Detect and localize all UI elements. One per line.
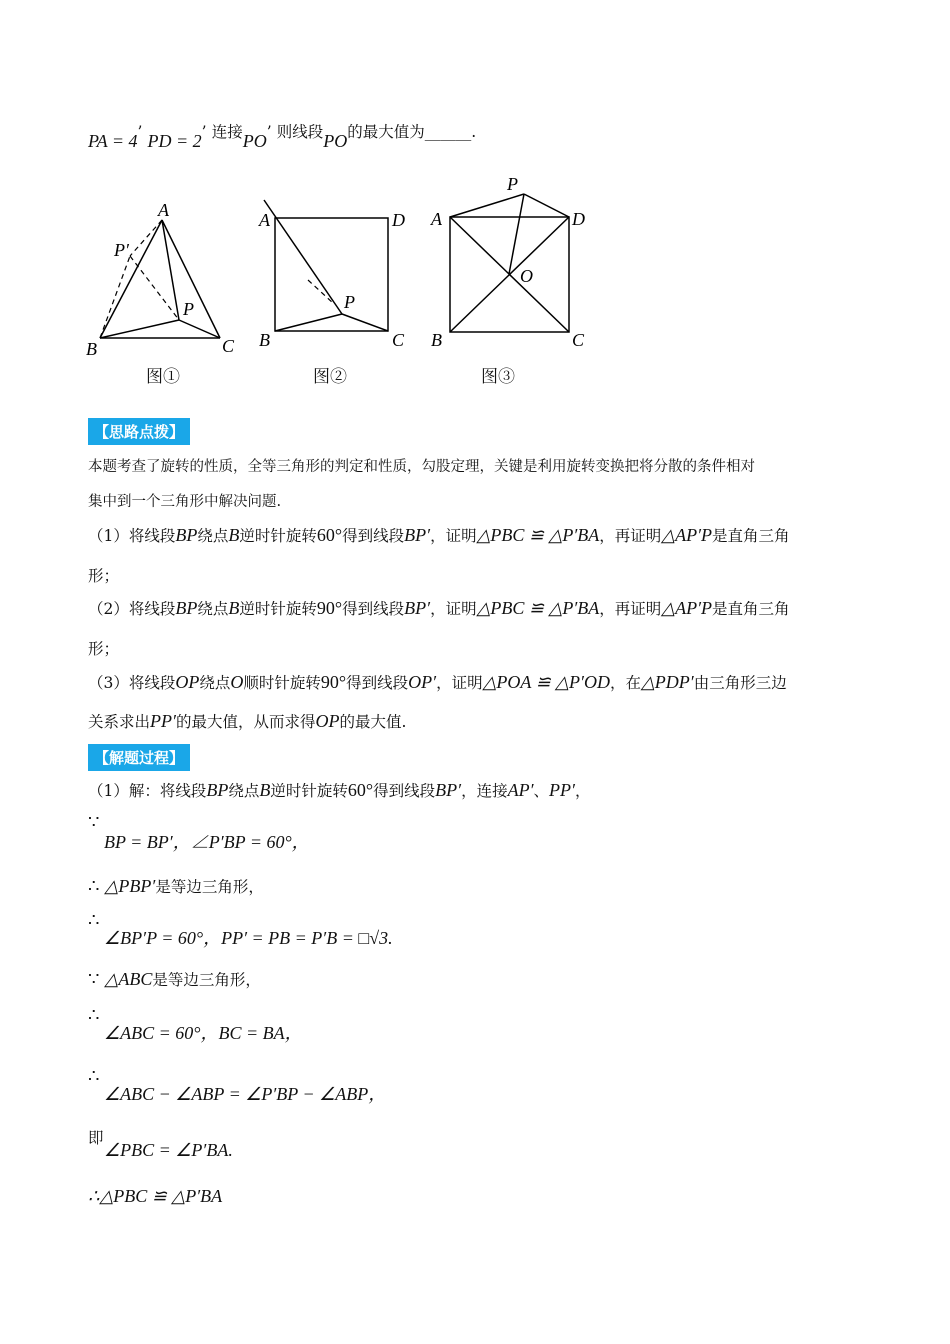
therefore-symbol-4: ∴ bbox=[88, 1066, 100, 1086]
sol-l1-connect: ，连接 bbox=[461, 782, 508, 800]
hint-s1-congruence: △PBC ≌ △P′BA bbox=[476, 525, 600, 545]
sol-l1-bp-prime: BP′ bbox=[435, 780, 462, 800]
fig1-label-a: A bbox=[158, 200, 169, 220]
hint-step-3-tail bbox=[88, 710, 890, 732]
sol-l1-b: B bbox=[259, 780, 271, 800]
fig2-label-b: B bbox=[259, 330, 270, 350]
hint-s3-prefix: （3）将线段 bbox=[88, 674, 176, 692]
hint-s3-triangle: △PDP′ bbox=[640, 672, 694, 692]
figure-2 bbox=[250, 170, 420, 360]
because-symbol-1: ∵ bbox=[88, 812, 100, 832]
hint-s1-right: 是直角三角 bbox=[712, 527, 790, 545]
hint-s3-o: O bbox=[230, 672, 244, 692]
hint-intro-1: 本题考查了旋转的性质，全等三角形的判定和性质，勾股定理，关键是利用旋转变换把将分散的条件相对 bbox=[88, 459, 755, 475]
hint-s2-triangle: △AP′P bbox=[661, 598, 713, 618]
fig2-seg-pc bbox=[342, 314, 388, 331]
fig3-label-b: B bbox=[431, 330, 442, 350]
fig1-edge-ab bbox=[100, 220, 162, 338]
sol-l1-ap-prime: AP′ bbox=[507, 780, 534, 800]
hint-s2-rot: 逆时针旋转 bbox=[239, 600, 317, 618]
hint-s3-prove: ，证明 bbox=[436, 674, 483, 692]
answer-blank: ______. bbox=[424, 123, 477, 141]
hint-s3-op-prime: OP′ bbox=[408, 672, 437, 692]
fig3-seg-pa bbox=[450, 194, 524, 217]
hint-s3-end: 的最大值. bbox=[339, 713, 407, 731]
solution-line-1 bbox=[88, 779, 890, 801]
hint-s1-rot: 逆时针旋转 bbox=[239, 527, 317, 545]
figure-1 bbox=[80, 170, 250, 360]
hint-intro-2: 集中到一个三角形中解决问题. bbox=[88, 494, 282, 510]
hint-s3-op: OP bbox=[175, 672, 200, 692]
hint-step-1-tail: 形； bbox=[88, 567, 120, 585]
sol-l1-prefix: （1）解：将线段 bbox=[88, 782, 207, 800]
sol-l3-triangle: △PBP′ bbox=[104, 876, 156, 896]
fig3-seg-pd bbox=[524, 194, 569, 217]
po-expr-2: PO bbox=[323, 131, 348, 151]
fig1-label-p-prime: P′ bbox=[114, 240, 129, 260]
fig1-edge-ac bbox=[162, 220, 220, 338]
caption-figure-3: 图③ bbox=[481, 367, 515, 387]
therefore-symbol-3: ∴ bbox=[88, 1005, 100, 1025]
hint-s2-around: 绕点 bbox=[197, 600, 229, 618]
fig1-seg-pa bbox=[162, 220, 179, 320]
hint-s1-angle: 60° bbox=[316, 525, 343, 545]
because-symbol-2: ∵ bbox=[88, 969, 100, 989]
sol-l5-text: 是等边三角形， bbox=[152, 971, 261, 989]
sol-l8-ie: 即 bbox=[88, 1129, 104, 1147]
fig2-label-d: D bbox=[392, 210, 405, 230]
hint-s3-op-final: OP bbox=[315, 711, 340, 731]
pd-expr: PD = 2 bbox=[147, 131, 202, 151]
ask-text: 的最大值为 bbox=[347, 123, 425, 141]
fig2-square bbox=[275, 218, 388, 331]
hint-step-2 bbox=[88, 597, 890, 619]
hint-s3-find: 关系求出 bbox=[88, 713, 151, 731]
hint-step-2-tail: 形； bbox=[88, 640, 120, 658]
hint-s3-in: ，在 bbox=[609, 674, 641, 692]
sol-l6-expr: ∠ABC = 60°，BC = BA， bbox=[104, 1023, 303, 1043]
solution-tag: 【解题过程】 bbox=[88, 744, 190, 771]
sol-l1-get: 得到线段 bbox=[373, 782, 436, 800]
fig3-label-o: O bbox=[520, 266, 533, 286]
hint-s2-b: B bbox=[228, 598, 240, 618]
fig1-dash-bp-prime bbox=[100, 256, 130, 338]
pa-expr: PA = 4 bbox=[88, 131, 138, 151]
hint-s2-right: 是直角三角 bbox=[712, 600, 790, 618]
fig2-label-c: C bbox=[392, 330, 405, 350]
therefore-symbol-2: ∴ bbox=[88, 910, 100, 930]
fig2-seg-pb bbox=[275, 314, 342, 331]
hint-s1-reprove: ，再证明 bbox=[599, 527, 662, 545]
fig1-label-p: P bbox=[183, 299, 194, 319]
fig1-dash-pp-prime bbox=[130, 256, 179, 320]
sol-l3-text: 是等边三角形， bbox=[155, 878, 264, 896]
sol-l1-angle: 60° bbox=[347, 780, 374, 800]
sol-l1-bp: BP bbox=[206, 780, 229, 800]
fig3-label-d: D bbox=[572, 209, 585, 229]
hint-s1-prove: ，证明 bbox=[430, 527, 477, 545]
hint-s2-angle: 90° bbox=[316, 598, 343, 618]
hint-step-3 bbox=[88, 671, 890, 693]
sol-l2-expr: BP = BP′，∠P′BP = 60°， bbox=[104, 832, 310, 852]
sol-l1-rot: 逆时针旋转 bbox=[270, 782, 348, 800]
sol-l7-expr: ∠ABC − ∠ABP = ∠P′BP − ∠ABP， bbox=[104, 1084, 387, 1104]
hint-s2-get: 得到线段 bbox=[342, 600, 405, 618]
hint-s3-around: 绕点 bbox=[199, 674, 231, 692]
fig1-label-b: B bbox=[86, 339, 97, 359]
solution-line-5 bbox=[88, 968, 890, 990]
po-expr: PO bbox=[242, 131, 267, 151]
hint-s3-rot: 顺时针旋转 bbox=[243, 674, 321, 692]
hint-s1-bp: BP bbox=[175, 525, 198, 545]
hint-s1-bp-prime: BP′ bbox=[404, 525, 431, 545]
hint-s2-congruence: △PBC ≌ △P′BA bbox=[476, 598, 600, 618]
solution-line-3 bbox=[88, 875, 890, 897]
hint-s1-triangle: △AP′P bbox=[661, 525, 713, 545]
hint-step-1 bbox=[88, 524, 890, 546]
figure-3 bbox=[420, 170, 600, 360]
hint-s2-reprove: ，再证明 bbox=[599, 600, 662, 618]
hint-s2-prefix: （2）将线段 bbox=[88, 600, 176, 618]
then-text: 则线段 bbox=[276, 123, 324, 141]
caption-figure-2: 图② bbox=[313, 367, 347, 387]
problem-line: PA = 4’ PD = 2’ 连接PO’ 则线段PO的最大值为______. bbox=[88, 123, 477, 151]
hint-s3-angle: 90° bbox=[320, 672, 347, 692]
fig3-label-a: A bbox=[431, 209, 442, 229]
hint-s2-bp: BP bbox=[175, 598, 198, 618]
fig3-label-c: C bbox=[572, 330, 585, 350]
fig1-seg-pb bbox=[100, 320, 179, 338]
hint-s3-max: 的最大值，从而求得 bbox=[175, 713, 316, 731]
solution-line-9: ∴△PBC ≌ △P′BA bbox=[88, 1186, 223, 1206]
hint-s1-b: B bbox=[228, 525, 240, 545]
hint-s1-prefix: （1）将线段 bbox=[88, 527, 176, 545]
hint-s3-relation: 由三角形三边 bbox=[693, 674, 787, 692]
caption-figure-1: 图① bbox=[146, 367, 180, 387]
hint-tag: 【思路点拨】 bbox=[88, 418, 190, 445]
hint-s2-bp-prime: BP′ bbox=[404, 598, 431, 618]
fig3-label-p: P bbox=[507, 174, 518, 194]
hint-s3-get: 得到线段 bbox=[346, 674, 409, 692]
sol-l1-around: 绕点 bbox=[228, 782, 260, 800]
sol-l1-sep: 、 bbox=[533, 782, 550, 800]
sol-l1-pp-prime: PP′ bbox=[549, 780, 575, 800]
hint-s3-pp-prime: PP′ bbox=[150, 711, 176, 731]
sol-l8-expr: ∠PBC = ∠P′BA. bbox=[104, 1140, 233, 1160]
therefore-symbol-1: ∴ bbox=[88, 876, 100, 896]
fig1-seg-pc bbox=[179, 320, 220, 338]
fig2-label-p: P bbox=[344, 292, 355, 312]
connect-text: 连接 bbox=[211, 123, 243, 141]
sol-l4-expr: ∠BP′P = 60°，PP′ = PB = P′B = □√3. bbox=[104, 928, 393, 948]
hint-s2-prove: ，证明 bbox=[430, 600, 477, 618]
hint-s1-around: 绕点 bbox=[197, 527, 229, 545]
fig1-label-c: C bbox=[222, 336, 235, 356]
sol-l1-comma: ， bbox=[574, 782, 591, 800]
sol-l5-triangle: △ABC bbox=[104, 969, 153, 989]
hint-s1-get: 得到线段 bbox=[342, 527, 405, 545]
fig2-label-a: A bbox=[259, 210, 270, 230]
hint-s3-congruence: △POA ≌ △P′OD bbox=[482, 672, 610, 692]
